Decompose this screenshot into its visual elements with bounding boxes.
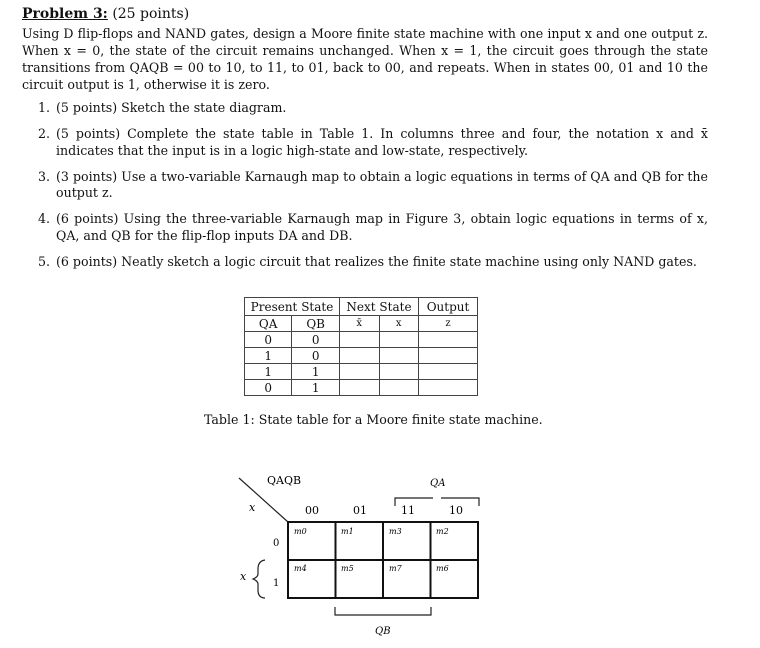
header-next-state: Next State [340, 298, 419, 316]
cell-next-x [379, 364, 419, 380]
problem-intro: Using D flip-flops and NAND gates, design a Moore finite state machine with one input x and one output z. When x = 0, the state of the circuit remains unchanged. When x = 1, the circuit goes through the state transitions from QAQB = 00 to 10, to 11, to 01, back to 00, and repeats. When in states 00, 01 and 10 the circuit output is 1, otherwise it is zero. [22, 26, 708, 92]
column-label-01: 01 [353, 504, 367, 517]
question-number: 1. [38, 100, 51, 115]
question-text: (5 points) Sketch the state diagram. [56, 100, 287, 115]
table-caption: Table 1: State table for a Moore finite state machine. [204, 412, 543, 427]
row-label-0: 0 [273, 538, 280, 549]
subheader-qa: QA [245, 316, 292, 332]
cell-next-xbar [340, 332, 380, 348]
row-label-1: 1 [273, 578, 280, 589]
question-text: (3 points) Use a two-variable Karnaugh map to obtain a logic equations in terms of QA and QB for the output z. [56, 168, 708, 200]
header-present-state: Present State [245, 298, 340, 316]
cell-qb: 1 [292, 380, 340, 396]
table-row [245, 332, 478, 348]
cell-next-xbar [340, 348, 380, 364]
kmap-cell-m1: m1 [341, 527, 354, 536]
table-row [245, 380, 478, 396]
subheader-x: x [379, 316, 419, 332]
cell-output [419, 348, 478, 364]
question-number: 4. [38, 211, 51, 226]
question-text: (6 points) Neatly sketch a logic circuit that realizes the finite state machine using only NAND gates. [56, 253, 697, 269]
kmap-cell-m4: m4 [294, 564, 307, 573]
table-row [245, 364, 478, 380]
top-brace-label: QA [430, 478, 446, 489]
question-item [38, 169, 708, 202]
karnaugh-map-figure [225, 464, 495, 644]
cell-output [419, 380, 478, 396]
question-item [38, 211, 708, 244]
question-item [38, 126, 708, 159]
question-text: (5 points) Complete the state table in Table 1. In columns three and four, the notation x and x̄ indicates that the input is in a logic high-state and low-state, respectively. [56, 126, 708, 158]
corner-label: QAQB [267, 474, 302, 487]
cell-output [419, 332, 478, 348]
cell-qb: 1 [292, 364, 340, 380]
cell-qb: 0 [292, 348, 340, 364]
row-brace [253, 560, 265, 598]
subheader-qb: QB [292, 316, 340, 332]
karnaugh-map [225, 464, 495, 644]
subheader-z: z [419, 316, 478, 332]
cell-qa: 1 [245, 364, 292, 380]
cell-next-xbar [340, 364, 380, 380]
bottom-brace-label: QB [375, 626, 391, 637]
kmap-cell-m3: m3 [389, 527, 402, 536]
cell-next-x [379, 332, 419, 348]
question-list [38, 100, 708, 280]
question-item [38, 100, 708, 117]
cell-qa: 1 [245, 348, 292, 364]
problem-heading [22, 6, 189, 22]
question-text: (6 points) Using the three-variable Karnaugh map in Figure 3, obtain logic equations in terms of x, QA, and QB for the flip-flop inputs DA and DB. [56, 211, 708, 243]
problem-title: Problem 3: [22, 6, 108, 22]
cell-qb: 0 [292, 332, 340, 348]
cell-output [419, 364, 478, 380]
bottom-brace [335, 607, 431, 615]
row-variable-label: x [249, 501, 256, 514]
cell-qa: 0 [245, 332, 292, 348]
cell-next-x [379, 348, 419, 364]
question-item [38, 254, 708, 271]
state-table [244, 297, 478, 396]
question-number: 5. [38, 253, 51, 269]
question-number: 3. [38, 168, 51, 184]
subheader-xbar: x̄ [340, 316, 380, 332]
cell-next-x [379, 380, 419, 396]
question-number: 2. [38, 126, 51, 141]
row-brace-label: x [240, 570, 247, 583]
column-label-10: 10 [449, 504, 463, 517]
kmap-cell-m7: m7 [389, 564, 402, 573]
table-row [245, 348, 478, 364]
kmap-cell-m6: m6 [436, 564, 449, 573]
column-label-00: 00 [305, 504, 319, 517]
kmap-cell-m0: m0 [294, 527, 307, 536]
kmap-cell-m5: m5 [341, 564, 354, 573]
column-label-11: 11 [401, 504, 415, 517]
kmap-cell-m2: m2 [436, 527, 449, 536]
problem-points: (25 points) [112, 6, 190, 22]
header-output: Output [419, 298, 478, 316]
cell-qa: 0 [245, 380, 292, 396]
cell-next-xbar [340, 380, 380, 396]
